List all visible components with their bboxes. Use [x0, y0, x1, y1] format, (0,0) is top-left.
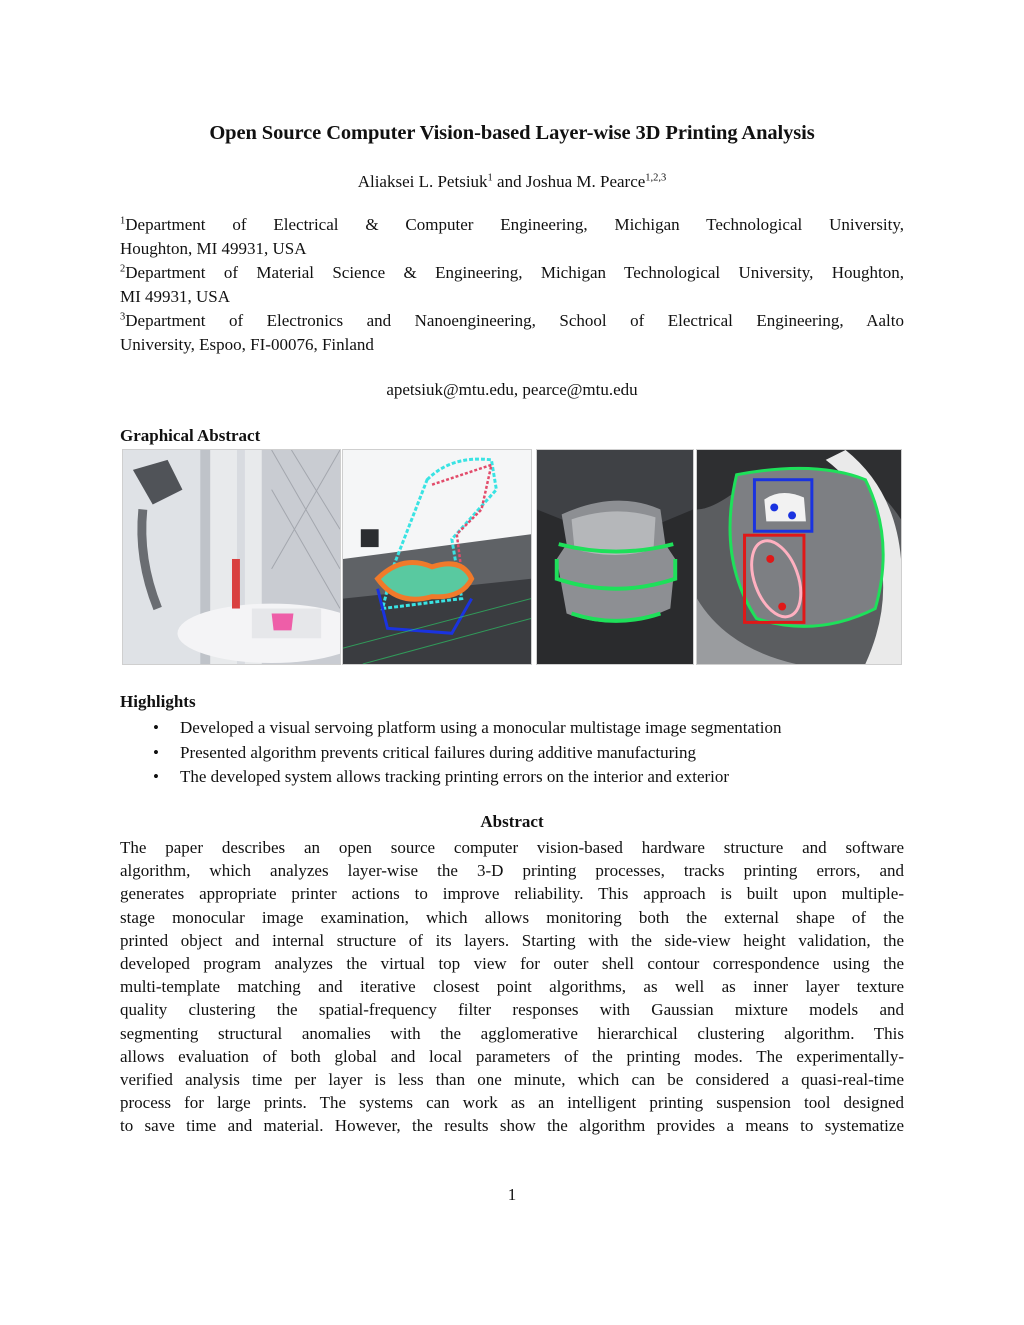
affiliation-3-line-2: University, Espoo, FI-00076, Finland: [120, 335, 374, 354]
author-1-affil: 1: [487, 172, 493, 184]
side-view-contour: [536, 449, 694, 665]
abstract-line: stage monocular image examination, which allows monitoring both the external shape of the: [120, 907, 904, 927]
affiliation-1-marker: 1: [120, 215, 126, 227]
highlights-heading: Highlights: [120, 692, 196, 711]
list-item: [120, 741, 904, 766]
graphical-abstract-heading: Graphical Abstract: [120, 426, 261, 445]
abstract-line: developed program analyzes the virtual top view for outer shell contour correspondence using the: [120, 954, 904, 974]
abstract-line: multi-template matching and iterative closest point algorithms, as well as inner layer texture: [120, 977, 904, 997]
abstract-heading: Abstract: [480, 812, 544, 831]
author-2-affil: 1,2,3: [645, 172, 667, 184]
page-number: 1: [507, 1185, 517, 1204]
highlight-text: The developed system allows tracking printing errors on the interior and exterior: [180, 767, 730, 786]
affiliation-2: [120, 261, 904, 309]
abstract-line: algorithm, which analyzes layer-wise the 3-D printing processes, tracks printing errors, and: [120, 861, 904, 881]
abstract-line: quality clustering the spatial-frequency filter responses with Gaussian mixture models and: [120, 1000, 904, 1020]
abstract-line: segmenting structural anomalies with the agglomerative hierarchical clustering algorithm. This: [120, 1023, 904, 1043]
list-item: [120, 765, 904, 790]
abstract-line: process for large prints. The systems can work as an intelligent printing suspension tool designed: [120, 1093, 904, 1113]
list-item: [120, 716, 904, 741]
affiliation-3: [120, 309, 904, 357]
affiliation-3-line-1: Department of Electronics and Nanoengineering, School of Electrical Engineering, Aalto: [125, 311, 904, 330]
abstract-line: allows evaluation of both global and local parameters of the printing modes. The experimentally-: [120, 1046, 904, 1066]
affiliation-1-line-2: Houghton, MI 49931, USA: [120, 239, 307, 258]
highlight-text: Presented algorithm prevents critical failures during additive manufacturing: [180, 742, 696, 762]
printer-setup-photo: [122, 449, 341, 665]
author-connector: and: [492, 172, 526, 191]
layer-mesh-render: [342, 449, 532, 665]
abstract-line: printed object and internal structure of its layers. Starting with the side-view height validation, the: [120, 930, 904, 950]
abstract-line: generates appropriate printer actions to improve reliability. This approach is built upon multiple-: [120, 884, 904, 904]
affiliation-2-line-2: MI 49931, USA: [120, 287, 231, 306]
author-1: Aliaksei L. Petsiuk: [357, 172, 488, 191]
graphical-abstract-figure: [120, 449, 904, 665]
author-line: [120, 172, 904, 192]
author-emails[interactable]: apetsiuk@mtu.edu, pearce@mtu.edu: [386, 380, 638, 399]
affiliation-1: [120, 213, 904, 261]
highlight-text: Developed a visual servoing platform using a monocular multistage image segmentation: [180, 718, 782, 737]
bullet-icon: •: [153, 718, 159, 737]
texture-segmentation: [696, 449, 902, 665]
affiliation-2-line-1: Department of Material Science & Engineering, Michigan Technological University, Houghton,: [125, 263, 904, 282]
author-2: Joshua M. Pearce: [525, 172, 646, 191]
abstract-line: verified analysis time per layer is less than one minute, which can be considered a quasi-real-time: [120, 1070, 904, 1090]
abstract-body: [120, 836, 904, 1138]
affiliation-2-marker: 2: [120, 263, 126, 275]
abstract-line: The paper describes an open source computer vision-based hardware structure and software: [120, 838, 904, 857]
highlights-list: [120, 716, 904, 790]
affiliation-1-line-1: Department of Electrical & Computer Engineering, Michigan Technological University,: [125, 215, 904, 234]
affiliation-3-marker: 3: [120, 311, 126, 323]
paper-title: Open Source Computer Vision-based Layer-wise 3D Printing Analysis: [209, 122, 815, 144]
bullet-icon: •: [153, 767, 159, 786]
bullet-icon: •: [153, 742, 159, 762]
abstract-line: to save time and material. However, the results show the algorithm provides a means to systematize: [120, 1116, 904, 1136]
affiliations: [120, 213, 904, 357]
